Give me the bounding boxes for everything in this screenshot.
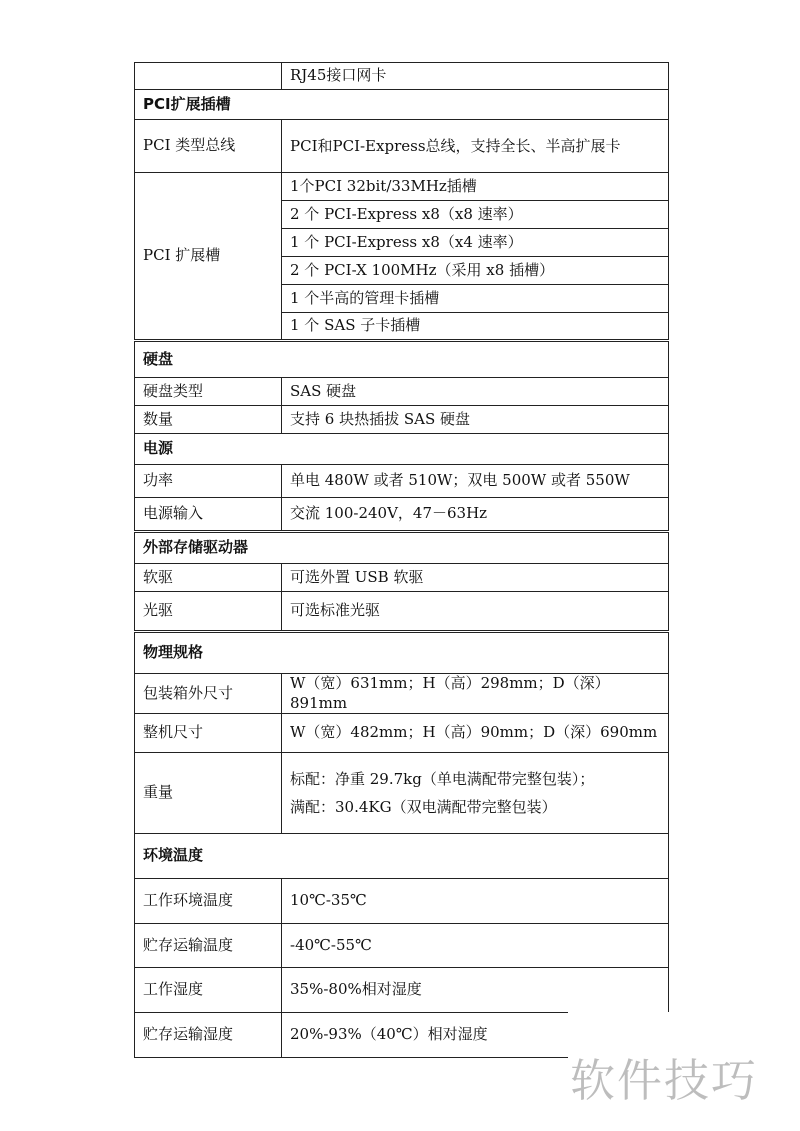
section-title-power: 电源 — [135, 434, 669, 465]
table-row — [135, 498, 669, 532]
table-row — [135, 968, 669, 1013]
watermark — [568, 1012, 800, 1131]
row-label: 重量 — [135, 753, 282, 834]
row-label: 贮存运输湿度 — [135, 1013, 282, 1058]
row-label: 光驱 — [135, 592, 282, 632]
row-value: 可选标准光驱 — [282, 592, 669, 632]
row-label: 功率 — [135, 465, 282, 498]
table-row — [135, 564, 669, 592]
pci-slot-item: 1 个半高的管理卡插槽 — [282, 285, 669, 313]
table-row — [135, 674, 669, 714]
table-row — [135, 924, 669, 968]
row-label: 软驱 — [135, 564, 282, 592]
row-label: 包装箱外尺寸 — [135, 674, 282, 714]
pci-slot-item: 1 个 PCI-Express x8（x4 速率） — [282, 229, 669, 257]
row-value: 35%-80%相对湿度 — [282, 968, 669, 1013]
table-row — [135, 592, 669, 632]
row-value: 可选外置 USB 软驱 — [282, 564, 669, 592]
table-row — [135, 753, 669, 834]
pci-slot-item: 1个PCI 32bit/33MHz插槽 — [282, 173, 669, 201]
row-value: 20%-93%（40℃）相对湿度 — [282, 1013, 669, 1058]
table-row — [135, 173, 669, 201]
row-label: 数量 — [135, 406, 282, 434]
row-label: 工作环境温度 — [135, 879, 282, 924]
watermark-text: 软件技巧 — [570, 1054, 759, 1107]
weight-line-standard: 标配：净重 29.7kg（单电满配带完整包装）； — [290, 770, 595, 788]
row-value — [282, 753, 669, 834]
weight-line-full: 满配：30.4KG（双电满配带完整包装） — [290, 798, 557, 816]
section-title-environment: 环境温度 — [135, 834, 669, 879]
section-header-row — [135, 834, 669, 879]
row-label — [135, 63, 282, 90]
row-label: 硬盘类型 — [135, 378, 282, 406]
row-value: W（宽）482mm；H（高）90mm；D（深）690mm — [282, 714, 669, 753]
table-row — [135, 879, 669, 924]
pci-slot-item: 2 个 PCI-X 100MHz（采用 x8 插槽） — [282, 257, 669, 285]
section-title-physical: 物理规格 — [135, 632, 669, 674]
section-header-row — [135, 341, 669, 378]
section-title-disk: 硬盘 — [135, 341, 669, 378]
table-row — [135, 465, 669, 498]
row-label: 电源输入 — [135, 498, 282, 532]
row-label: PCI 扩展槽 — [135, 173, 282, 341]
row-label: PCI 类型总线 — [135, 120, 282, 173]
section-title-pci: PCI扩展插槽 — [135, 90, 669, 120]
section-header-row — [135, 532, 669, 564]
pci-slot-item: 2 个 PCI-Express x8（x8 速率） — [282, 201, 669, 229]
table-row — [135, 120, 669, 173]
table-row — [135, 714, 669, 753]
row-label: 工作湿度 — [135, 968, 282, 1013]
row-label: 贮存运输温度 — [135, 924, 282, 968]
section-header-row — [135, 90, 669, 120]
table-row — [135, 63, 669, 90]
table-row — [135, 378, 669, 406]
row-label: 整机尺寸 — [135, 714, 282, 753]
row-value: W（宽）631mm；H（高）298mm；D（深）891mm — [282, 674, 669, 714]
row-value: -40℃-55℃ — [282, 924, 669, 968]
row-value: RJ45接口网卡 — [282, 63, 669, 90]
row-value: 10℃-35℃ — [282, 879, 669, 924]
row-value: 支持 6 块热插拔 SAS 硬盘 — [282, 406, 669, 434]
row-value: PCI和PCI-Express总线，支持全长、半高扩展卡 — [282, 120, 669, 173]
row-value: 单电 480W 或者 510W；双电 500W 或者 550W — [282, 465, 669, 498]
pci-slot-item: 1 个 SAS 子卡插槽 — [282, 313, 669, 341]
spec-table — [134, 62, 669, 1058]
section-header-row — [135, 632, 669, 674]
section-title-storage: 外部存储驱动器 — [135, 532, 669, 564]
row-value: 交流 100-240V，47－63Hz — [282, 498, 669, 532]
row-value: SAS 硬盘 — [282, 378, 669, 406]
table-row — [135, 406, 669, 434]
section-header-row — [135, 434, 669, 465]
